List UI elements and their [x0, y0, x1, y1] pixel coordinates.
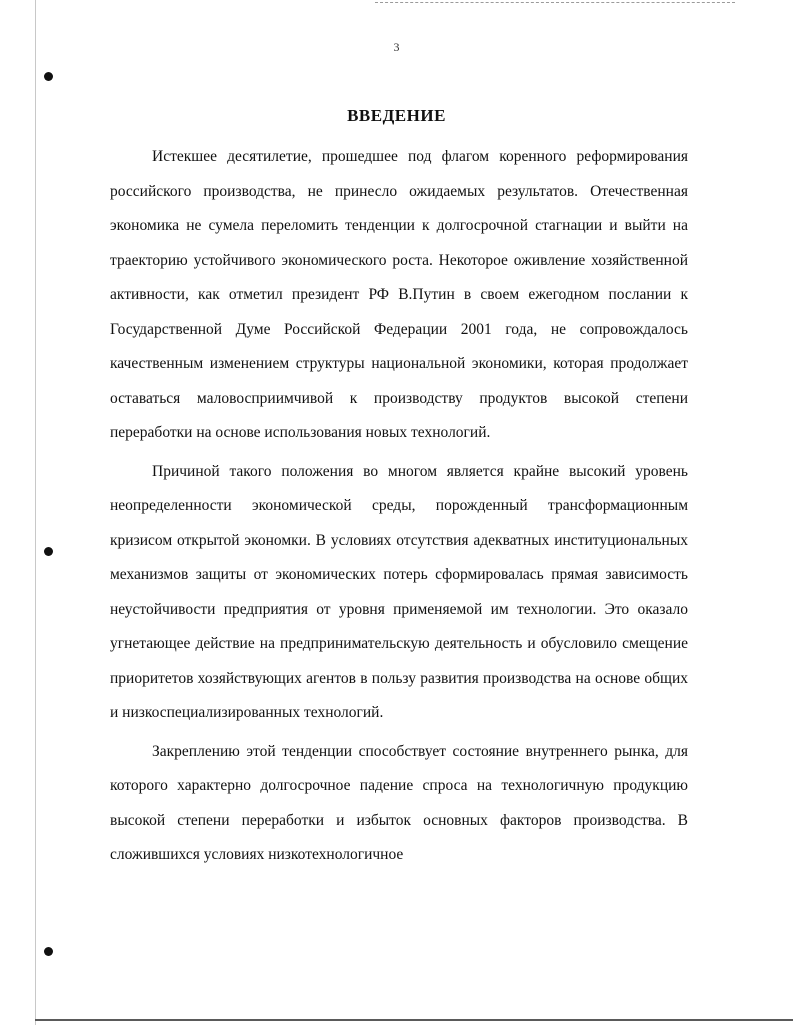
paragraph-1: Истекшее десятилетие, прошедшее под флагом коренного реформирования российского производства, не принесло ожидаемых результатов. Отечественная экономика не сумела переломить тенденции к долгосрочной стагнации и выйти на траекторию устойчивого экономического роста. Некоторое оживление хозяйственной активности, как отметил президент РФ В.Путин в своем ежегодном послании к Государственной Думе Российской Федерации 2001 года, не сопровождалось качественным изменением структуры национальной экономики, которая продолжает оставаться маловосприимчивой к производству продуктов высокой степени переработки на основе использования новых технологий.	[110, 148, 688, 441]
paragraph-3: Закреплению этой тенденции способствует состояние внутреннего рынка, для которого характерно долгосрочное падение спроса на технологичную продукцию высокой степени переработки и избыток основных факторов производства. В сложившихся условиях низкотехнологичное	[110, 742, 688, 863]
binder-hole-bottom	[44, 947, 53, 956]
body-text	[110, 140, 688, 877]
page-number: 3	[393, 40, 400, 54]
scan-top-edge	[375, 2, 735, 4]
binder-hole-middle	[44, 547, 53, 556]
scan-left-edge	[35, 0, 36, 1025]
page-title: ВВЕДЕНИЕ	[347, 106, 446, 125]
paragraph-2: Причиной такого положения во многом является крайне высокий уровень неопределенности экономической среды, порожденный трансформационным кризисом открытой экономки. В условиях отсутствия адекватных институциональных механизмов защиты от экономических потерь сформировалась прямая зависимость неустойчивости предприятия от уровня применяемой им технологии. Это оказало угнетающее действие на предпринимательскую деятельность и обусловило смещение приоритетов хозяйствующих агентов в пользу развития производства на основе общих и низкоспециализированных технологий.	[110, 462, 688, 721]
binder-hole-top	[44, 72, 53, 81]
scan-bottom-edge	[35, 1019, 793, 1021]
